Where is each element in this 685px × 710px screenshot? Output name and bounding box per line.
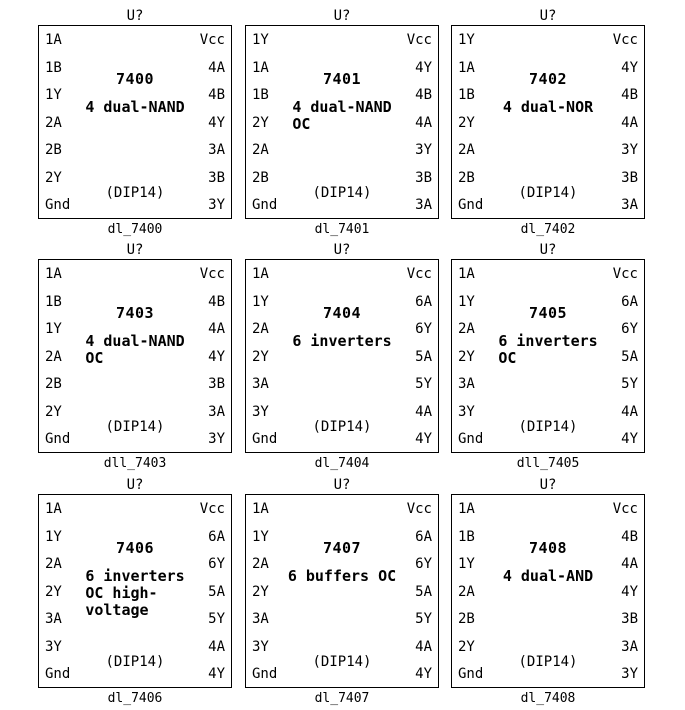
pin-label: 2Y bbox=[252, 114, 269, 131]
chip-symbol bbox=[451, 241, 645, 471]
pin-label: 4A bbox=[415, 638, 432, 655]
chip-name: 7406 bbox=[115, 539, 155, 557]
reference-designator: U? bbox=[539, 242, 557, 258]
chip-description-line: 4 dual-AND bbox=[502, 567, 594, 585]
reference-designator: U? bbox=[539, 477, 557, 493]
pin-label: 5Y bbox=[415, 611, 432, 627]
pin-label: 6A bbox=[208, 528, 225, 545]
pin-label: 3B bbox=[208, 169, 225, 186]
pin-label: Gnd bbox=[45, 431, 71, 447]
pin-label: 3B bbox=[208, 376, 225, 392]
pin-label: 1Y bbox=[458, 556, 475, 572]
chip-name: 7402 bbox=[528, 70, 568, 88]
pin-label: 5A bbox=[415, 348, 432, 365]
pin-label: 2A bbox=[458, 142, 475, 158]
pin-label: 3Y bbox=[415, 142, 432, 158]
reference-designator: U? bbox=[126, 477, 144, 493]
chip-description-line: OC bbox=[292, 115, 311, 133]
pin-label: Gnd bbox=[458, 431, 484, 447]
chip-body-box[interactable] bbox=[38, 494, 232, 688]
pin-label: 5A bbox=[621, 348, 638, 365]
package-label: (DIP14) bbox=[105, 654, 165, 670]
reference-designator: U? bbox=[333, 242, 351, 258]
pin-label: 1B bbox=[252, 87, 269, 103]
package-label: (DIP14) bbox=[312, 185, 372, 201]
pin-label: 6Y bbox=[208, 556, 225, 572]
package-label: (DIP14) bbox=[518, 185, 578, 201]
pin-label: 1B bbox=[458, 528, 475, 545]
pin-label: 1Y bbox=[252, 32, 269, 48]
pin-label: 4Y bbox=[208, 348, 225, 365]
chip-description-line: 6 inverters bbox=[498, 332, 598, 350]
pin-label: 2Y bbox=[45, 169, 62, 186]
pin-label: 2Y bbox=[458, 638, 475, 655]
device-label: dl_7402 bbox=[520, 222, 576, 237]
package-label: (DIP14) bbox=[518, 419, 578, 435]
pin-label: 2B bbox=[458, 611, 475, 627]
chip-description-line: 4 dual-NOR bbox=[502, 98, 594, 116]
chip-description bbox=[452, 99, 644, 116]
pin-label: 4Y bbox=[208, 114, 225, 131]
pin-label: 6Y bbox=[415, 321, 432, 337]
pin-label: Vcc bbox=[612, 266, 638, 282]
pin-label: 4A bbox=[621, 403, 638, 420]
pin-label: 1A bbox=[252, 59, 269, 76]
chip-description bbox=[452, 333, 644, 367]
chip-description-block bbox=[498, 333, 597, 367]
chip-symbol bbox=[38, 241, 232, 471]
chip-body-box[interactable] bbox=[245, 259, 439, 453]
chip-symbol bbox=[245, 241, 439, 471]
chip-description bbox=[39, 333, 231, 367]
chip-description-block bbox=[292, 333, 391, 350]
pin-label: Gnd bbox=[45, 666, 71, 682]
pin-label: 4B bbox=[415, 87, 432, 103]
pin-label: 6A bbox=[415, 528, 432, 545]
device-label: dl_7401 bbox=[314, 222, 370, 237]
pin-label: 2Y bbox=[252, 583, 269, 600]
pin-label: 2Y bbox=[458, 348, 475, 365]
chip-description-block bbox=[85, 99, 184, 116]
chip-description-block bbox=[85, 333, 184, 367]
pin-label: 2A bbox=[458, 321, 475, 337]
pin-label: 3Y bbox=[252, 403, 269, 420]
pin-label: Vcc bbox=[406, 266, 432, 282]
chip-description bbox=[39, 99, 231, 116]
chip-description bbox=[246, 568, 438, 585]
pin-label: 4B bbox=[208, 293, 225, 310]
pin-label: 1A bbox=[45, 32, 62, 48]
device-label: dll_7403 bbox=[103, 456, 167, 471]
chip-name: 7404 bbox=[322, 304, 362, 322]
chip-description-line: 6 buffers OC bbox=[287, 567, 397, 585]
chip-name: 7408 bbox=[528, 539, 568, 557]
pin-label: Gnd bbox=[252, 197, 278, 213]
chip-description-block bbox=[503, 568, 593, 585]
pin-label: 3A bbox=[252, 611, 269, 627]
package-label: (DIP14) bbox=[105, 419, 165, 435]
pin-label: 3A bbox=[621, 638, 638, 655]
pin-label: 3Y bbox=[45, 638, 62, 655]
reference-designator: U? bbox=[333, 8, 351, 24]
pin-label: 3A bbox=[458, 376, 475, 392]
pin-label: 4A bbox=[208, 321, 225, 337]
chip-body-box[interactable] bbox=[245, 25, 439, 219]
pin-label: 5A bbox=[208, 583, 225, 600]
chip-name: 7401 bbox=[322, 70, 362, 88]
pin-label: 4B bbox=[621, 87, 638, 103]
pin-label: Vcc bbox=[406, 501, 432, 517]
chip-description-line: OC bbox=[85, 349, 104, 367]
chip-body-box[interactable] bbox=[451, 494, 645, 688]
chip-name: 7405 bbox=[528, 304, 568, 322]
pin-label: 3B bbox=[415, 169, 432, 186]
pin-label: 2B bbox=[45, 142, 62, 158]
chip-description-block bbox=[288, 568, 396, 585]
reference-designator: U? bbox=[333, 477, 351, 493]
pin-label: 3Y bbox=[252, 638, 269, 655]
pin-label: 1B bbox=[45, 59, 62, 76]
pin-label: 1Y bbox=[458, 293, 475, 310]
pin-label: 1Y bbox=[252, 293, 269, 310]
pin-label: 2B bbox=[45, 376, 62, 392]
pin-label: 4Y bbox=[621, 431, 638, 447]
chip-description bbox=[39, 568, 231, 619]
pin-label: 1Y bbox=[458, 32, 475, 48]
pin-label: 6A bbox=[621, 293, 638, 310]
pin-label: 5Y bbox=[415, 376, 432, 392]
pin-label: 3A bbox=[208, 403, 225, 420]
pin-label: 2A bbox=[45, 114, 62, 131]
pin-label: 4A bbox=[415, 114, 432, 131]
pin-label: Vcc bbox=[612, 32, 638, 48]
pin-label: 3Y bbox=[208, 431, 225, 447]
chip-description-line: OC high- bbox=[85, 584, 158, 602]
pin-label: 2Y bbox=[458, 114, 475, 131]
pin-label: 3B bbox=[621, 611, 638, 627]
chip-symbol bbox=[451, 476, 645, 706]
pin-label: Gnd bbox=[458, 666, 484, 682]
pin-label: 1A bbox=[252, 501, 269, 517]
pin-label: 3Y bbox=[621, 666, 638, 682]
pin-label: Vcc bbox=[406, 32, 432, 48]
chip-symbol bbox=[245, 7, 439, 237]
pin-label: 4A bbox=[621, 114, 638, 131]
pin-label: 1Y bbox=[45, 528, 62, 545]
reference-designator: U? bbox=[539, 8, 557, 24]
pin-label: 4A bbox=[415, 403, 432, 420]
pin-label: 4A bbox=[208, 638, 225, 655]
pin-label: 3A bbox=[45, 611, 62, 627]
pin-label: 1Y bbox=[252, 528, 269, 545]
pin-label: 6Y bbox=[621, 321, 638, 337]
chip-description-line: OC bbox=[498, 349, 517, 367]
pin-label: 4Y bbox=[621, 583, 638, 600]
pin-label: 6A bbox=[415, 293, 432, 310]
pin-label: 4A bbox=[621, 556, 638, 572]
pin-label: 2A bbox=[45, 556, 62, 572]
pin-label: 4Y bbox=[415, 59, 432, 76]
chip-description-line: 6 inverters bbox=[85, 567, 185, 585]
pin-label: 1A bbox=[45, 501, 62, 517]
pin-label: 2Y bbox=[252, 348, 269, 365]
pin-label: 4Y bbox=[621, 59, 638, 76]
chip-description-line: 4 dual-NAND bbox=[85, 98, 185, 116]
chip-body-box[interactable] bbox=[245, 494, 439, 688]
pin-label: 2A bbox=[252, 142, 269, 158]
pin-label: 3A bbox=[252, 376, 269, 392]
pin-label: 1B bbox=[458, 87, 475, 103]
chip-body-box[interactable] bbox=[451, 25, 645, 219]
chip-name: 7407 bbox=[322, 539, 362, 557]
pin-label: 3Y bbox=[208, 197, 225, 213]
pin-label: 3B bbox=[621, 169, 638, 186]
chip-name: 7400 bbox=[115, 70, 155, 88]
chip-description bbox=[246, 333, 438, 350]
pin-label: 2B bbox=[458, 169, 475, 186]
device-label: dl_7400 bbox=[107, 222, 163, 237]
chip-body-box[interactable] bbox=[38, 259, 232, 453]
pin-label: Vcc bbox=[612, 501, 638, 517]
pin-label: 1A bbox=[45, 266, 62, 282]
chip-symbol bbox=[245, 476, 439, 706]
pin-label: 2Y bbox=[45, 583, 62, 600]
pin-label: Gnd bbox=[252, 431, 278, 447]
chip-description bbox=[246, 99, 438, 133]
device-label: dl_7407 bbox=[314, 691, 370, 706]
pin-label: 4B bbox=[208, 87, 225, 103]
pin-label: 2A bbox=[458, 583, 475, 600]
pin-label: Gnd bbox=[252, 666, 278, 682]
pin-label: 1A bbox=[458, 59, 475, 76]
pin-label: 1Y bbox=[45, 87, 62, 103]
pin-label: 4Y bbox=[415, 431, 432, 447]
pin-label: 3A bbox=[621, 197, 638, 213]
pin-label: 5Y bbox=[208, 611, 225, 627]
pin-label: 2Y bbox=[45, 403, 62, 420]
chip-symbol bbox=[38, 476, 232, 706]
chip-description-line: 4 dual-NAND bbox=[292, 98, 392, 116]
pin-label: 4B bbox=[621, 528, 638, 545]
chip-name: 7403 bbox=[115, 304, 155, 322]
pin-label: 4Y bbox=[208, 666, 225, 682]
pin-label: 3A bbox=[415, 197, 432, 213]
pin-label: Gnd bbox=[45, 197, 71, 213]
pin-label: Vcc bbox=[199, 501, 225, 517]
chip-description bbox=[452, 568, 644, 585]
package-label: (DIP14) bbox=[518, 654, 578, 670]
pin-label: 1A bbox=[458, 501, 475, 517]
chip-description-block bbox=[85, 568, 184, 619]
pin-label: Vcc bbox=[199, 32, 225, 48]
pin-label: 6Y bbox=[415, 556, 432, 572]
pin-label: 3Y bbox=[621, 142, 638, 158]
chip-symbol bbox=[38, 7, 232, 237]
pin-label: 4A bbox=[208, 59, 225, 76]
package-label: (DIP14) bbox=[105, 185, 165, 201]
pin-label: 4Y bbox=[415, 666, 432, 682]
pin-label: 1B bbox=[45, 293, 62, 310]
pin-label: 1A bbox=[252, 266, 269, 282]
pin-label: 3A bbox=[208, 142, 225, 158]
device-label: dl_7404 bbox=[314, 456, 370, 471]
pin-label: 2A bbox=[252, 556, 269, 572]
device-label: dll_7405 bbox=[516, 456, 580, 471]
reference-designator: U? bbox=[126, 8, 144, 24]
pin-label: 1Y bbox=[45, 321, 62, 337]
package-label: (DIP14) bbox=[312, 654, 372, 670]
chip-body-box[interactable] bbox=[38, 25, 232, 219]
pin-label: 5A bbox=[415, 583, 432, 600]
package-label: (DIP14) bbox=[312, 419, 372, 435]
device-label: dl_7408 bbox=[520, 691, 576, 706]
chip-symbol bbox=[451, 7, 645, 237]
pin-label: 2A bbox=[45, 348, 62, 365]
pin-label: 2A bbox=[252, 321, 269, 337]
chip-description-line: 6 inverters bbox=[292, 332, 392, 350]
pin-label: 2B bbox=[252, 169, 269, 186]
chip-description-block bbox=[292, 99, 391, 133]
pin-label: 5Y bbox=[621, 376, 638, 392]
pin-label: Gnd bbox=[458, 197, 484, 213]
chip-body-box[interactable] bbox=[451, 259, 645, 453]
pin-label: Vcc bbox=[199, 266, 225, 282]
device-label: dl_7406 bbox=[107, 691, 163, 706]
chip-description-line: 4 dual-NAND bbox=[85, 332, 185, 350]
pin-label: 3Y bbox=[458, 403, 475, 420]
chip-description-block bbox=[503, 99, 593, 116]
chip-description-line: voltage bbox=[85, 601, 149, 619]
pin-label: 1A bbox=[458, 266, 475, 282]
reference-designator: U? bbox=[126, 242, 144, 258]
